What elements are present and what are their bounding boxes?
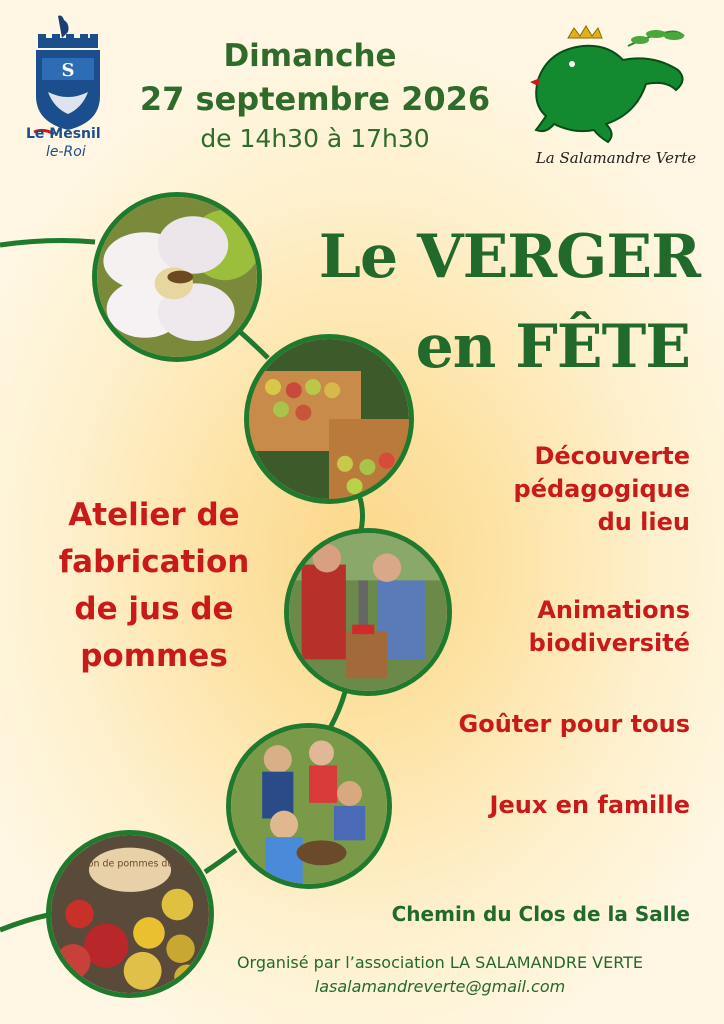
salamander-logo-icon: [528, 20, 698, 150]
crest-town-line1: Le Mesnil: [26, 126, 101, 142]
contact-email[interactable]: lasalamandreverte@gmail.com: [314, 977, 566, 996]
atelier-line: pommes: [80, 638, 228, 674]
event-address: Chemin du Clos de la Salle: [391, 902, 690, 926]
atelier-line: fabrication: [58, 544, 250, 580]
activity-line: pédagogique: [513, 475, 690, 503]
activity-line: biodiversité: [528, 629, 690, 657]
poster-title-line2: en FÊTE: [415, 312, 690, 382]
atelier-line: Atelier de: [68, 497, 240, 533]
activity-line: Animations: [537, 596, 690, 624]
organiser-text: Organisé par l’association LA SALAMANDRE VERTE: [236, 953, 644, 972]
activity-gouter: [390, 708, 690, 741]
activity-line: du lieu: [597, 508, 690, 536]
svg-text:S: S: [61, 60, 75, 81]
crest-town-line2: le-Roi: [46, 144, 86, 160]
activity-decouverte: [390, 440, 690, 539]
event-time: de 14h30 à 17h30: [200, 124, 430, 153]
photo-apple-press: [284, 528, 452, 696]
event-date: 27 septembre 2026: [139, 80, 491, 118]
event-day: Dimanche: [223, 38, 397, 74]
atelier-line: de jus de: [74, 591, 234, 627]
activity-line: Découverte: [534, 442, 690, 470]
photo-apple-blossom: [92, 192, 262, 362]
poster-title-line1: Le VERGER: [318, 222, 700, 292]
collection-sign: Collection de pommes du verger: [52, 858, 208, 870]
photo-apple-crates: [244, 334, 414, 504]
photo-apple-collection: [46, 830, 214, 998]
activity-jeux: [390, 789, 690, 822]
photo-children-games: [226, 723, 392, 889]
activity-line: Goûter pour tous: [458, 710, 690, 738]
activity-line: Jeux en famille: [489, 791, 690, 819]
atelier-jus-de-pommes: [24, 492, 284, 680]
association-logo-name: La Salamandre Verte: [535, 149, 697, 167]
